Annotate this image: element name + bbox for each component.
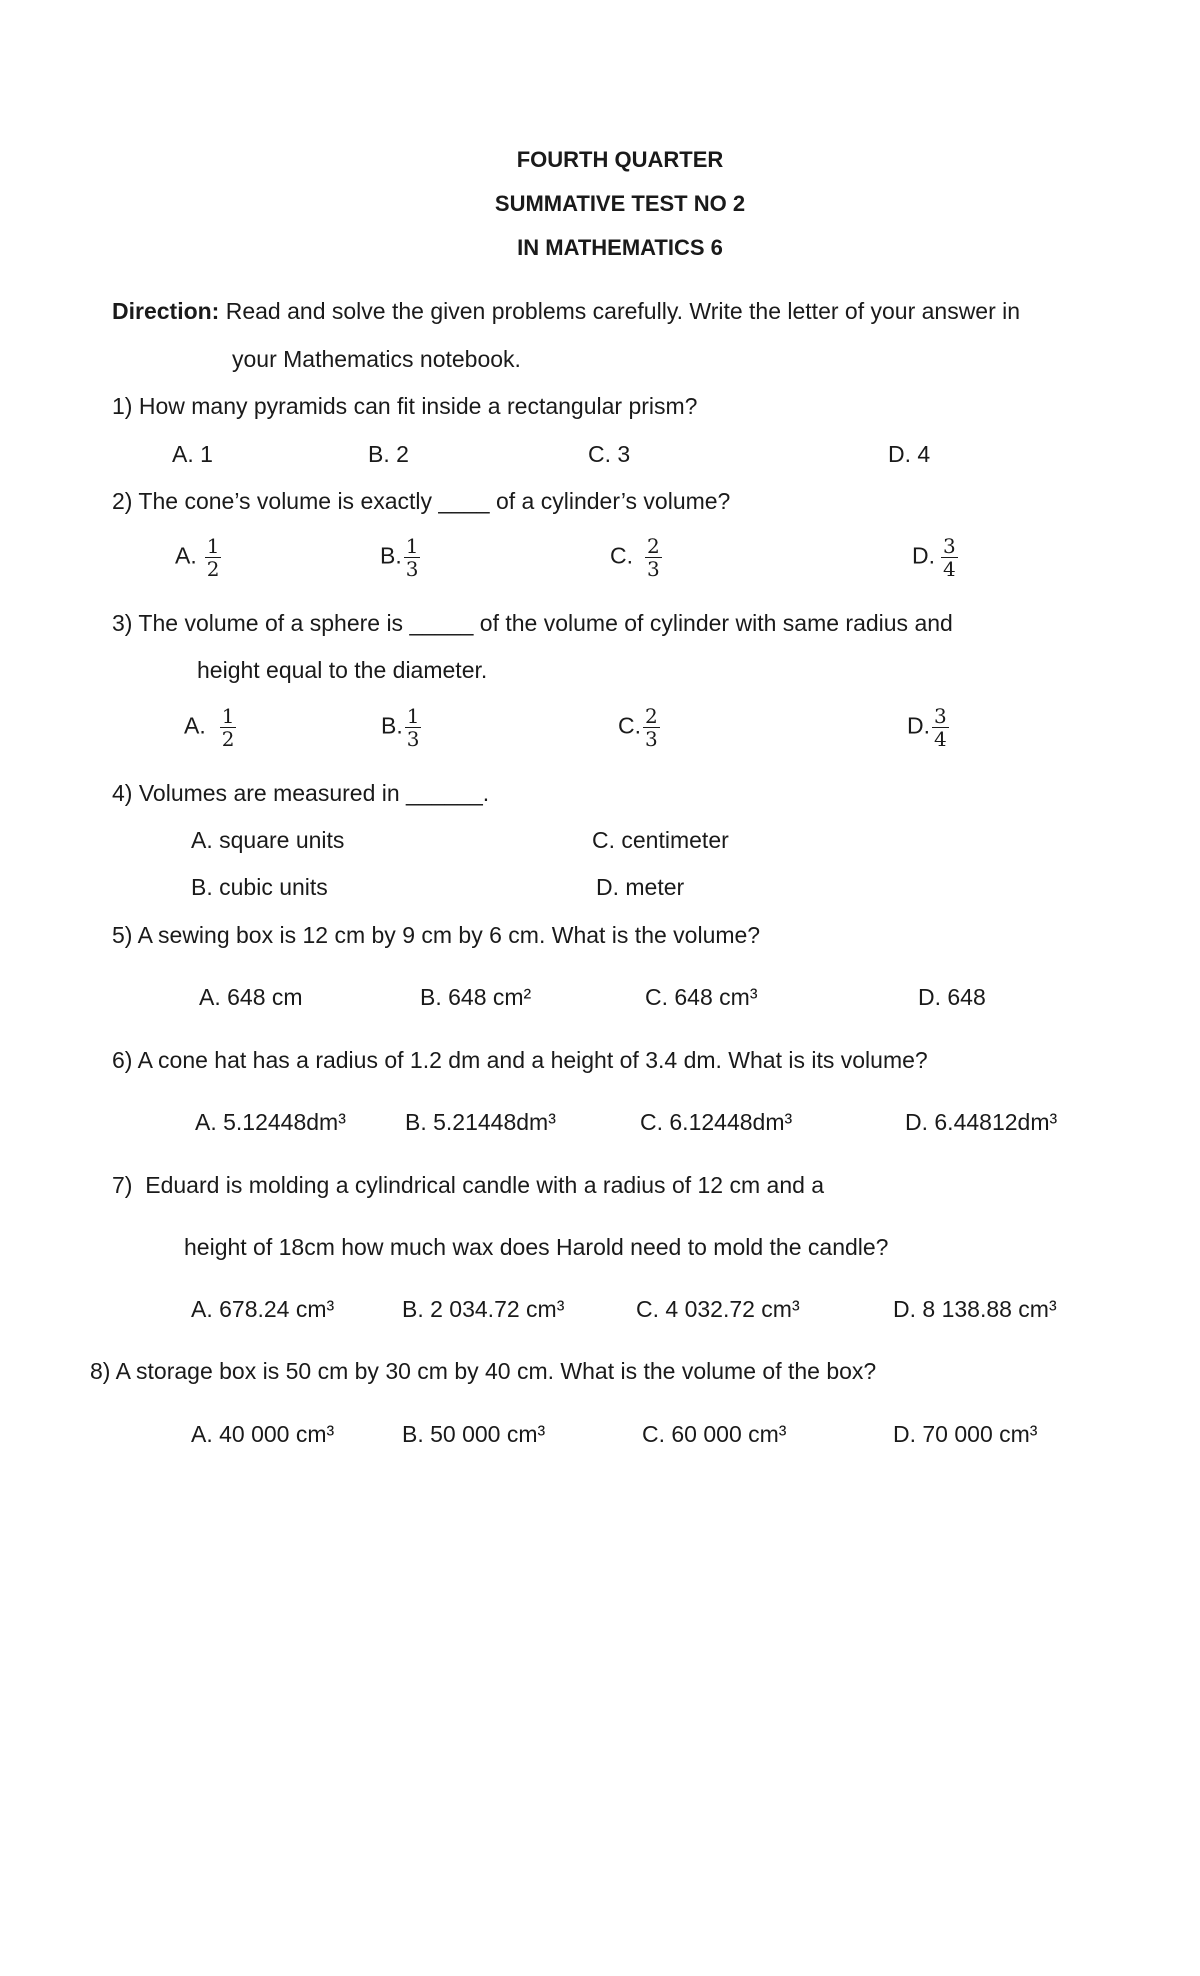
q6-option-b: B. 5.21448dm³ bbox=[405, 1109, 556, 1135]
fraction: $\frac{1}{2}$ bbox=[221, 704, 235, 751]
q5-option-b: B. 648 cm² bbox=[420, 984, 532, 1010]
q4-option-d: D. meter bbox=[596, 874, 685, 900]
question-1: 1) How many pyramids can fit inside a rectangular prism? bbox=[112, 393, 698, 419]
fraction: $\frac{2}{3}$ bbox=[647, 534, 660, 581]
question-6: 6) A cone hat has a radius of 1.2 dm and a height of 3.4 dm. What is its volume? bbox=[112, 1047, 928, 1073]
q6-option-c: C. 6.12448dm³ bbox=[640, 1109, 793, 1135]
header-test-number: SUMMATIVE TEST NO 2 bbox=[494, 191, 746, 216]
header-subject: IN MATHEMATICS 6 bbox=[517, 235, 723, 260]
q8-option-b: B. 50 000 cm³ bbox=[402, 1421, 546, 1447]
q7-option-d: D. 8 138.88 cm³ bbox=[893, 1296, 1057, 1322]
q2-option-b: B. $\frac{1}{3}$ bbox=[380, 534, 419, 581]
q1-option-b: B. 2 bbox=[368, 441, 409, 467]
direction-label: Direction: bbox=[112, 298, 220, 324]
q4-option-c: C. centimeter bbox=[592, 827, 729, 853]
q3-option-d: D. $\frac{3}{4}$ bbox=[907, 704, 947, 751]
q2-option-c: C. $\frac{2}{3}$ bbox=[610, 534, 660, 581]
q1-option-d: D. 4 bbox=[888, 441, 931, 467]
q6-option-d: D. 6.44812dm³ bbox=[905, 1109, 1058, 1135]
question-8: 8) A storage box is 50 cm by 30 cm by 40 cm. What is the volume of the box? bbox=[90, 1358, 877, 1384]
q4-option-b: B. cubic units bbox=[191, 874, 328, 900]
fraction: $\frac{1}{3}$ bbox=[406, 704, 420, 751]
q2-option-d: D. $\frac{3}{4}$ bbox=[912, 534, 956, 581]
question-7-continued: height of 18cm how much wax does Harold need to mold the candle? bbox=[184, 1234, 889, 1260]
q3-option-b: B. $\frac{1}{3}$ bbox=[381, 704, 420, 751]
q8-option-d: D. 70 000 cm³ bbox=[893, 1421, 1038, 1447]
fraction: $\frac{1}{3}$ bbox=[405, 534, 419, 581]
q8-option-a: A. 40 000 cm³ bbox=[191, 1421, 335, 1447]
q1-option-a: A. 1 bbox=[172, 441, 213, 467]
fraction: $\frac{1}{2}$ bbox=[206, 534, 220, 581]
q5-option-d: D. 648 bbox=[918, 984, 986, 1010]
q2-option-a: A. $\frac{1}{2}$ bbox=[175, 534, 220, 581]
q3-option-c: C. $\frac{2}{3}$ bbox=[618, 704, 658, 751]
q3-option-a: A. $\frac{1}{2}$ bbox=[184, 704, 235, 751]
question-7: 7) Eduard is molding a cylindrical candle with a radius of 12 cm and a bbox=[112, 1172, 825, 1198]
q1-option-c: C. 3 bbox=[588, 441, 631, 467]
q7-option-a: A. 678.24 cm³ bbox=[191, 1296, 335, 1322]
q6-option-a: A. 5.12448dm³ bbox=[195, 1109, 346, 1135]
question-4: 4) Volumes are measured in ______. bbox=[112, 780, 490, 806]
question-2: 2) The cone’s volume is exactly ____ of a cylinder’s volume? bbox=[112, 488, 731, 514]
question-5: 5) A sewing box is 12 cm by 9 cm by 6 cm. What is the volume? bbox=[112, 922, 761, 948]
q8-option-c: C. 60 000 cm³ bbox=[642, 1421, 787, 1447]
q7-option-b: B. 2 034.72 cm³ bbox=[402, 1296, 565, 1322]
q7-option-c: C. 4 032.72 cm³ bbox=[636, 1296, 800, 1322]
fraction: $\frac{2}{3}$ bbox=[645, 704, 658, 751]
question-3-continued: height equal to the diameter. bbox=[197, 657, 488, 683]
q5-option-c: C. 648 cm³ bbox=[645, 984, 758, 1010]
direction-text-continued: your Mathematics notebook. bbox=[232, 346, 521, 372]
question-3: 3) The volume of a sphere is _____ of the volume of cylinder with same radius and bbox=[112, 610, 953, 636]
header-quarter: FOURTH QUARTER bbox=[516, 147, 724, 172]
q4-option-a: A. square units bbox=[191, 827, 345, 853]
fraction: $\frac{3}{4}$ bbox=[934, 704, 947, 751]
direction-text: Read and solve the given problems carefully. Write the letter of your answer in bbox=[225, 298, 1021, 324]
direction bbox=[112, 298, 1020, 325]
q5-option-a: A. 648 cm bbox=[199, 984, 303, 1010]
fraction: $\frac{3}{4}$ bbox=[943, 534, 956, 581]
